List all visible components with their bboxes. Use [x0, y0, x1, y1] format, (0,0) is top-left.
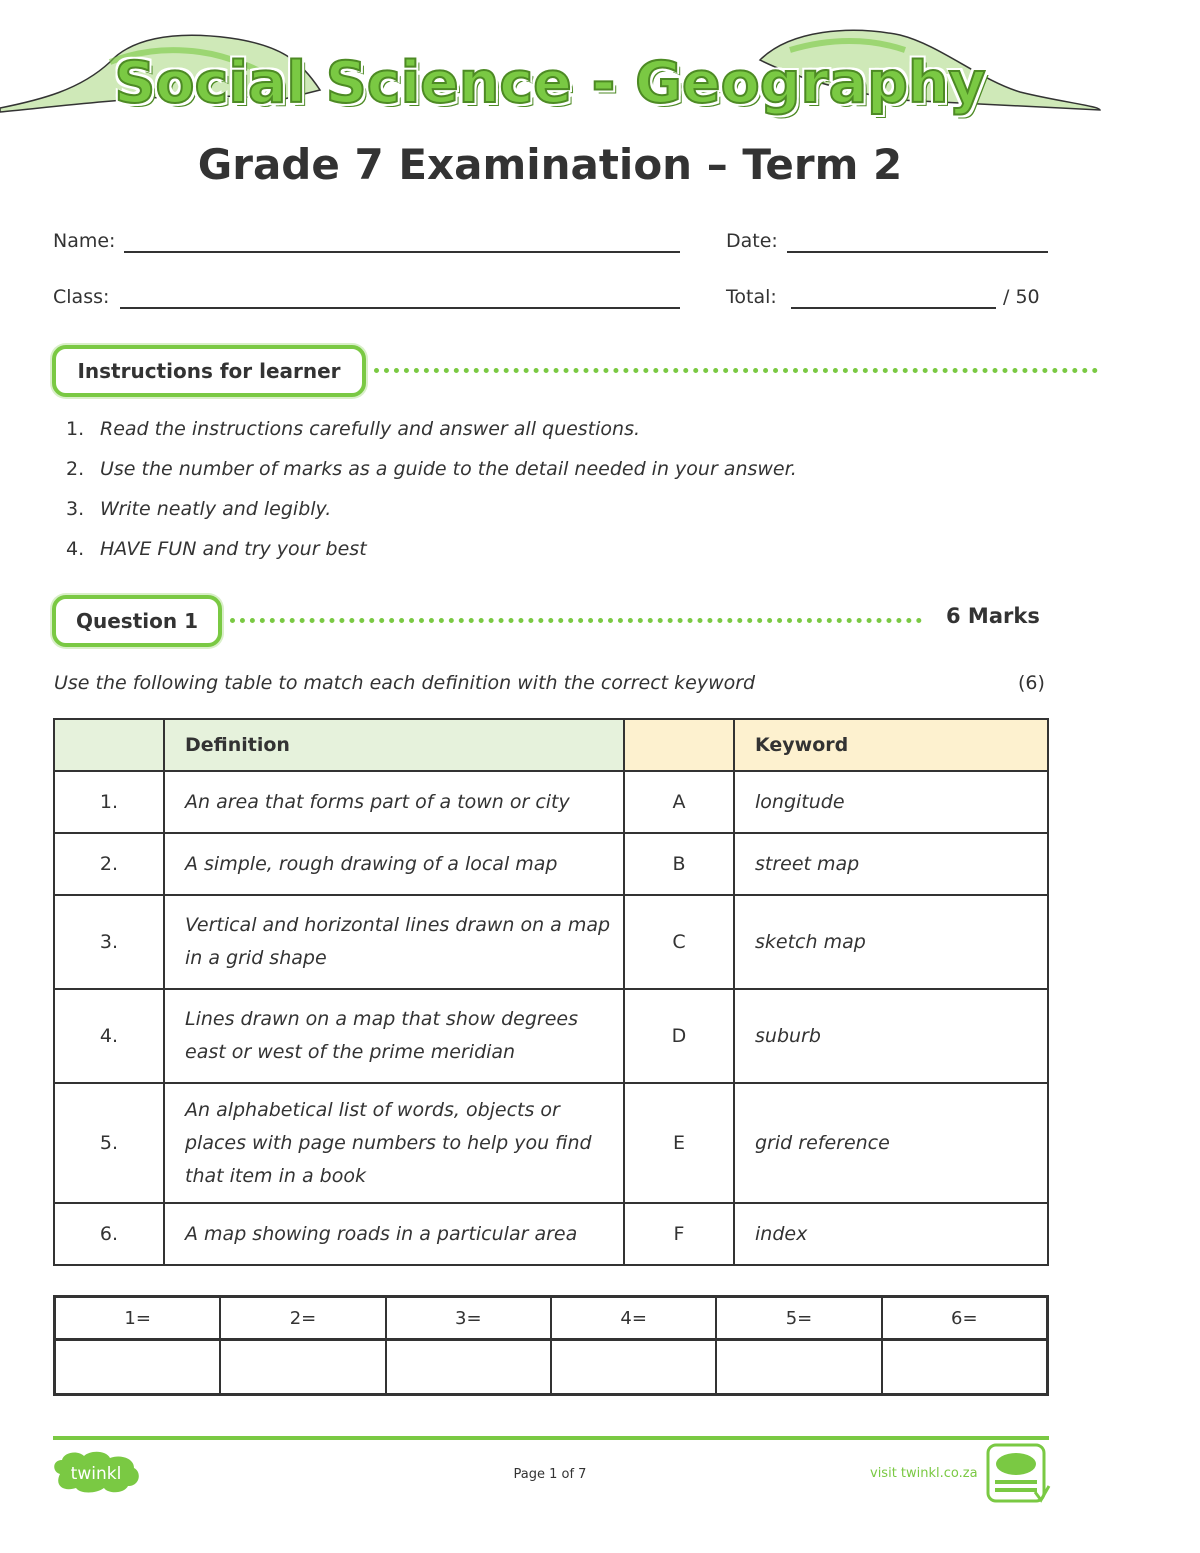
instruction-item: 2. Use the number of marks as a guide to the detail needed in your answer.: [66, 458, 797, 480]
row-letter: D: [624, 989, 734, 1083]
answer-label-row: [55, 1297, 1048, 1340]
answer-input-5[interactable]: [716, 1340, 881, 1395]
answer-input-3[interactable]: [386, 1340, 551, 1395]
row-letter: B: [624, 833, 734, 895]
row-keyword: sketch map: [734, 895, 1048, 989]
twinkl-logo-text: twinkl: [70, 1464, 122, 1484]
row-definition: An area that forms part of a town or city: [164, 771, 624, 833]
row-keyword: longitude: [734, 771, 1048, 833]
answer-label: 4=: [551, 1297, 716, 1340]
instruction-item: 3. Write neatly and legibly.: [66, 498, 332, 520]
total-suffix: / 50: [1003, 286, 1040, 308]
table-row: [54, 1203, 1048, 1265]
answer-label: 2=: [220, 1297, 385, 1340]
page-title: Social Science - Geography: [114, 50, 986, 116]
header-keyword: Keyword: [734, 719, 1048, 771]
answer-input-row: [55, 1340, 1048, 1395]
question-1-marks: 6 Marks: [946, 604, 1040, 628]
answer-label: 3=: [386, 1297, 551, 1340]
header-definition: Definition: [164, 719, 624, 771]
answer-input-6[interactable]: [882, 1340, 1048, 1395]
row-keyword: suburb: [734, 989, 1048, 1083]
matching-table: [53, 718, 1049, 1266]
date-label: Date:: [726, 230, 778, 252]
total-label: Total:: [726, 286, 777, 308]
row-letter: F: [624, 1203, 734, 1265]
row-number: 5.: [54, 1083, 164, 1203]
header-number-cell: [54, 719, 164, 771]
answer-input-4[interactable]: [551, 1340, 716, 1395]
answer-input-2[interactable]: [220, 1340, 385, 1395]
instructions-divider: [374, 368, 1098, 373]
name-field[interactable]: [124, 251, 680, 253]
name-label: Name:: [53, 230, 116, 252]
row-keyword: grid reference: [734, 1083, 1048, 1203]
row-number: 4.: [54, 989, 164, 1083]
row-number: 3.: [54, 895, 164, 989]
row-definition: A map showing roads in a particular area: [164, 1203, 624, 1265]
instruction-item: 1. Read the instructions carefully and answer all questions.: [66, 418, 641, 440]
row-letter: C: [624, 895, 734, 989]
question-1-prompt-marks: (6): [1018, 672, 1045, 694]
row-definition: Vertical and horizontal lines drawn on a map in a grid shape: [164, 895, 624, 989]
total-field[interactable]: [791, 307, 996, 309]
table-row: [54, 833, 1048, 895]
instruction-item: 4. HAVE FUN and try your best: [66, 538, 367, 560]
row-definition: A simple, rough drawing of a local map: [164, 833, 624, 895]
table-row: [54, 1083, 1048, 1203]
question-1-prompt: Use the following table to match each definition with the correct keyword: [54, 672, 756, 694]
table-header-row: [54, 719, 1048, 771]
question-1-divider: [230, 618, 922, 623]
row-definition: Lines drawn on a map that show degrees east or west of the prime meridian: [164, 989, 624, 1083]
row-letter: E: [624, 1083, 734, 1203]
header-letter-cell: [624, 719, 734, 771]
row-number: 2.: [54, 833, 164, 895]
question-1-heading: Question 1: [52, 595, 222, 647]
answer-grid: [53, 1295, 1049, 1396]
answer-label: 6=: [882, 1297, 1048, 1340]
row-number: 1.: [54, 771, 164, 833]
page-number: Page 1 of 7: [513, 1467, 587, 1482]
row-number: 6.: [54, 1203, 164, 1265]
row-keyword: index: [734, 1203, 1048, 1265]
page-subtitle: Grade 7 Examination – Term 2: [197, 140, 903, 189]
answer-input-1[interactable]: [55, 1340, 221, 1395]
site-link[interactable]: visit twinkl.co.za: [870, 1466, 978, 1481]
instructions-heading: Instructions for learner: [52, 345, 366, 397]
footer-divider: [53, 1436, 1049, 1440]
row-definition: An alphabetical list of words, objects or places with page numbers to help you find that item in a book: [164, 1083, 624, 1203]
answer-label: 1=: [55, 1297, 221, 1340]
table-row: [54, 989, 1048, 1083]
class-label: Class:: [53, 286, 110, 308]
table-row: [54, 895, 1048, 989]
date-field[interactable]: [787, 251, 1048, 253]
answer-label: 5=: [716, 1297, 881, 1340]
row-letter: A: [624, 771, 734, 833]
quality-badge-icon: [985, 1442, 1051, 1506]
class-field[interactable]: [120, 307, 680, 309]
table-row: [54, 771, 1048, 833]
row-keyword: street map: [734, 833, 1048, 895]
